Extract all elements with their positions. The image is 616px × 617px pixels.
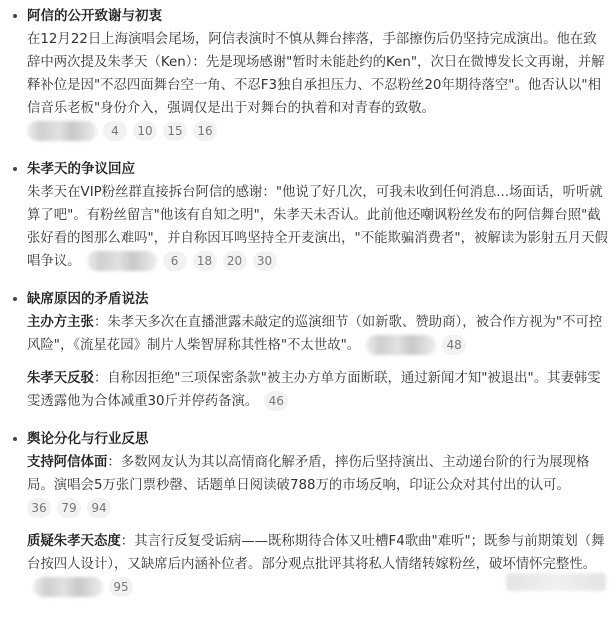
section-title: 缺席原因的矛盾说法 xyxy=(27,291,149,307)
source-chip-blurred[interactable] xyxy=(27,121,97,141)
watermark-logo xyxy=(506,573,606,591)
section-ken-response xyxy=(27,157,608,273)
section-body: 在12月22日上海演唱会尾场，阿信表演时不慎从舞台摔落，手部擦伤后仍坚持完成演出。他在致辞中两次提及朱孝天（Ken）：先是现场感谢"暂时未能赴约的Ken"，次日在微博发长文再谢，并解释补位是因"不忍四面舞台空一角、不忍F3独自承担压力、不忍粉丝20年期待落空"。他否认以"相信音乐老板"身份介入，强调仅是出于对舞台的执着和对青春的致敬。 4 10 15 16 xyxy=(27,28,608,143)
section-body: 朱孝天在VIP粉丝群直接拆台阿信的感谢："他说了好几次，可我未收到任何消息...场面话，听听就算了吧"。有粉丝留言"他该有自知之明"，朱孝天未否认。此前他还嘲讽粉丝发布的阿信舞台照"截张好看的图那么难吗"，并自称因耳鸣坚持全开麦演出，"不能欺骗消费者"，被解读为影射五月天假唱争议。 6 18 20 30 xyxy=(27,185,608,269)
citation-chip[interactable]: 16 xyxy=(193,121,217,141)
citation-chip[interactable]: 20 xyxy=(223,251,247,271)
citation-chip[interactable]: 15 xyxy=(163,121,187,141)
citation-chip[interactable]: 95 xyxy=(109,577,133,597)
point-ken-rebuttal: 朱孝天反驳：自称因拒绝"三项保密条款"被主办方单方面断联，通过新闻才知"被退出"。其妻韩雯雯透露他为合体减重30斤并停药备演。 46 xyxy=(27,371,601,409)
citation-chip[interactable]: 79 xyxy=(57,498,81,518)
citation-chip[interactable]: 46 xyxy=(264,391,288,411)
section-title: 舆论分化与行业反思 xyxy=(27,431,149,447)
source-chip-blurred[interactable] xyxy=(87,251,157,271)
bullet-icon xyxy=(13,297,17,301)
bullet-icon xyxy=(13,14,17,18)
citation-chip[interactable]: 18 xyxy=(193,251,217,271)
section-title: 阿信的公开致谢与初衷 xyxy=(27,8,162,24)
section-axin-thanks xyxy=(27,4,608,143)
section-absence-reasons xyxy=(27,287,608,413)
source-chip-blurred[interactable] xyxy=(366,335,436,355)
citation-chip[interactable]: 6 xyxy=(163,251,187,271)
section-title: 朱孝天的争议回应 xyxy=(27,161,135,177)
bullet-icon xyxy=(13,167,17,171)
point-organizer: 主办方主张：朱孝天多次在直播泄露未敲定的巡演细节（如新歌、赞助商），被合作方视为"不可控风险"，《流星花园》制片人柴智屏称其性格"不太世故"。 48 xyxy=(27,315,603,353)
point-support-axin: 支持阿信体面：多数网友认为其以高情商化解矛盾，摔伤后坚持演出、主动递台阶的行为展现格局。演唱会5万张门票秒罄、话题单日阅读破788万的市场反响，印证公众对其付出的认可。 36 79 94 xyxy=(27,451,608,520)
citation-chip[interactable]: 48 xyxy=(442,335,466,355)
point-question-ken: 质疑朱孝天态度：其言行反复受诟病——既称期待合体又吐槽F4歌曲"难听"；既参与前期策划（舞台按四人设计），又缺席后内涵补位者。部分观点批评其将私人情绪转嫁粉丝，破坏情怀完整性。95 xyxy=(27,530,608,599)
bullet-icon xyxy=(13,437,17,441)
citation-chip[interactable]: 36 xyxy=(27,498,51,518)
citation-chip[interactable]: 10 xyxy=(133,121,157,141)
citation-chip[interactable]: 94 xyxy=(87,498,111,518)
citation-chip[interactable]: 4 xyxy=(103,121,127,141)
citation-chip[interactable]: 30 xyxy=(253,251,277,271)
source-chip-blurred[interactable] xyxy=(33,577,103,597)
